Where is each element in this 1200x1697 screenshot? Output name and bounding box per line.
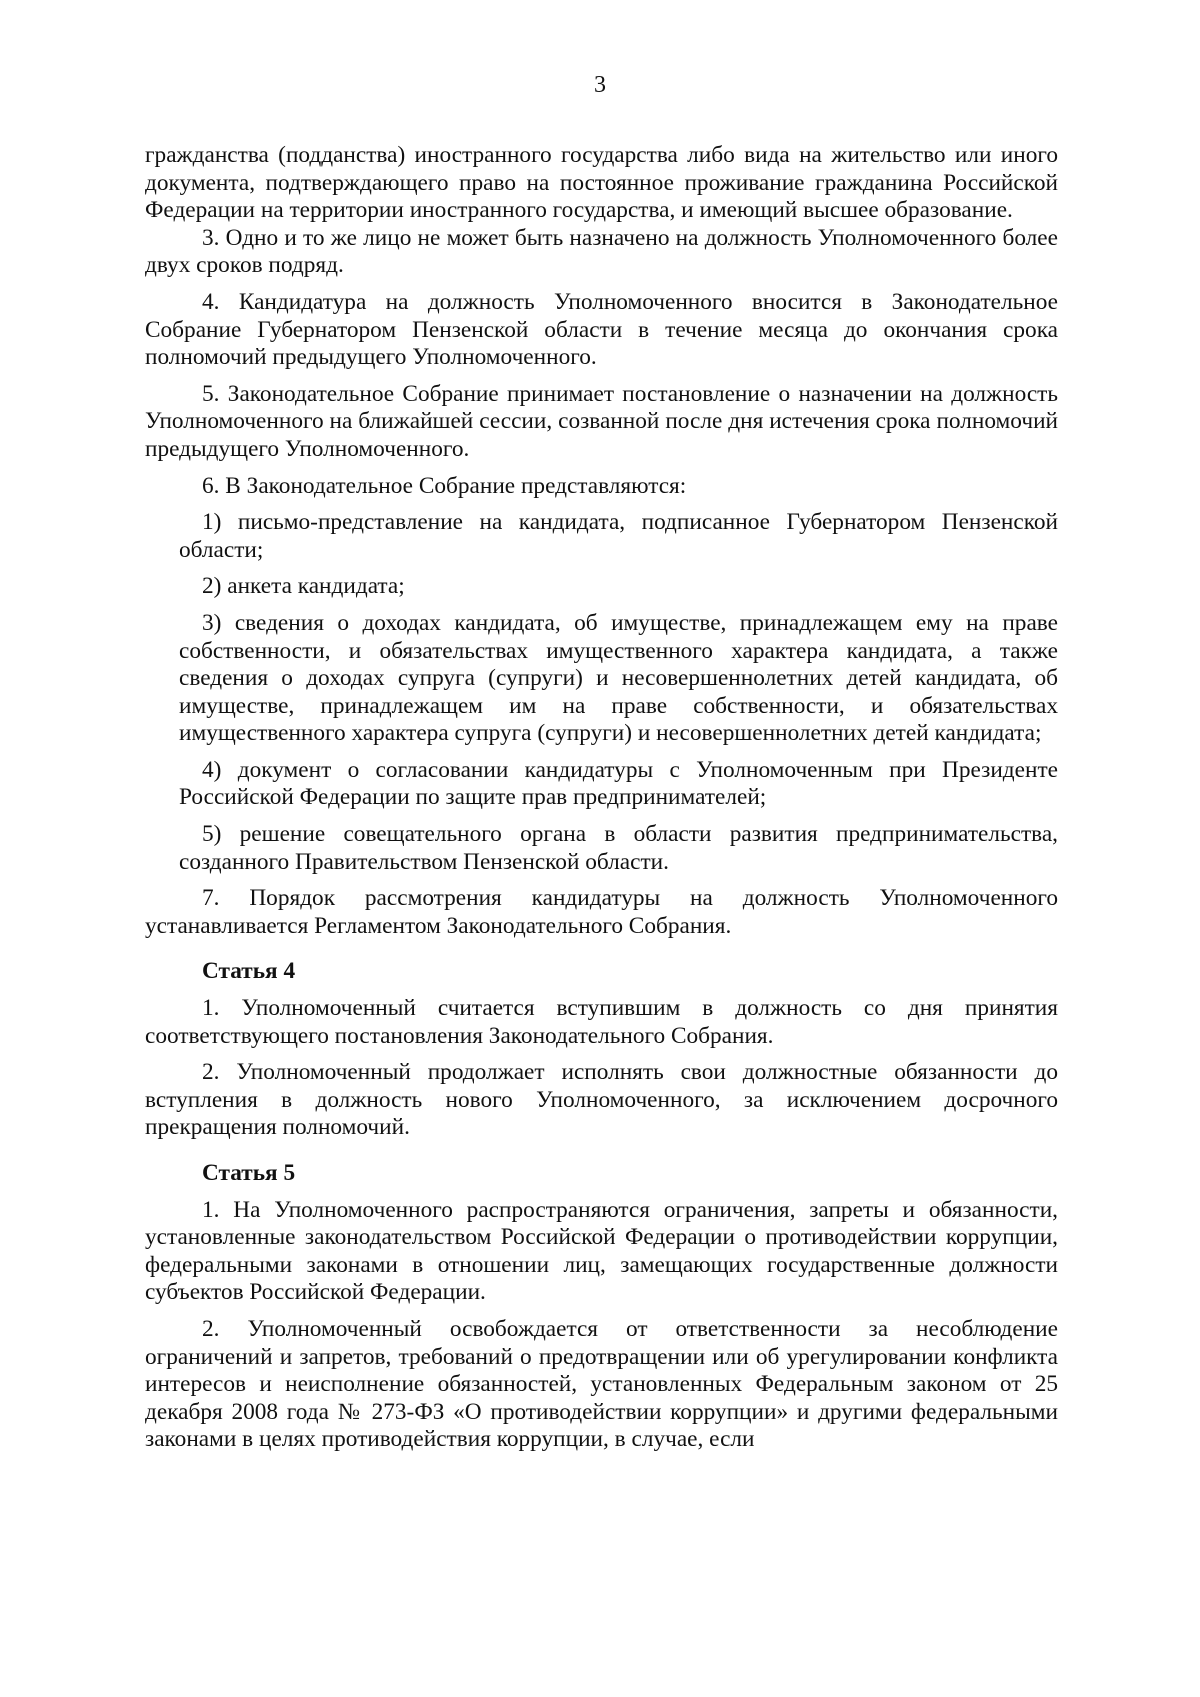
subitem-5: 5) решение совещательного органа в области развития предпринимательства, созданного Правительством Пензенской области. <box>179 821 1058 875</box>
paragraph-item-7: 7. Порядок рассмотрения кандидатуры на должность Уполномоченного устанавливается Регламентом Законодательного Собрания. <box>145 885 1058 939</box>
paragraph-item-6: 6. В Законодательное Собрание представляются: <box>202 472 687 499</box>
subitem-2: 2) анкета кандидата; <box>202 573 405 600</box>
subitem-4: 4) документ о согласовании кандидатуры с Уполномоченным при Президенте Российской Федерации по защите прав предпринимателей; <box>179 756 1058 811</box>
subitem-1: 1) письмо-представление на кандидата, подписанное Губернатором Пензенской области; <box>179 509 1058 563</box>
article-4-heading: Статья 4 <box>202 958 296 985</box>
paragraph-item-4: 4. Кандидатура на должность Уполномоченного вносится в Законодательное Собрание Губернатором Пензенской области в течение месяца до окончания срока полномочий предыдущего Уполномоченного. <box>145 288 1058 371</box>
article-5-item-2: 2. Уполномоченный освобождается от ответственности за несоблюдение ограничений и запретов, требований о предотвращении или об урегулировании конфликта интересов и неисполнение обязанностей, установленных Федеральным законом от 25 декабря 2008 года № 273-ФЗ «О противодействии коррупции» и другими федеральными законами в целях противодействия коррупции, в случае, если <box>145 1315 1058 1453</box>
page-number: 3 <box>594 72 606 98</box>
subitem-3: 3) сведения о доходах кандидата, об имуществе, принадлежащем ему на праве собственности, и обязательствах имущественного характера кандидата, а также сведения о доходах супруга (супруги) и несовершеннолетних детей кандидата, об имуществе, принадлежащем им на праве собственности, и обязательствах имущественного характера супруга (супруги) и несовершеннолетних детей кандидата; <box>179 609 1058 747</box>
article-5-item-1: 1. На Уполномоченного распространяются ограничения, запреты и обязанности, установленные законодательством Российской Федерации о противодействии коррупции, федеральными законами в отношении лиц, замещающих государственные должности субъектов Российской Федерации. <box>145 1196 1058 1306</box>
paragraph-continuation: гражданства (подданства) иностранного государства либо вида на жительство или иного документа, подтверждающего право на постоянное проживание гражданина Российской Федерации на территории иностранного государства, и имеющий высшее образование. <box>145 142 1058 224</box>
paragraph-item-3: 3. Одно и то же лицо не может быть назначено на должность Уполномоченного более двух сроков подряд. <box>145 224 1058 279</box>
document-body <box>145 142 1058 1454</box>
article-5-heading: Статья 5 <box>202 1160 296 1186</box>
paragraph-item-5: 5. Законодательное Собрание принимает постановление о назначении на должность Уполномоченного на ближайшей сессии, созванной после дня истечения срока полномочий предыдущего Уполномоченного. <box>145 380 1058 462</box>
article-4-item-1: 1. Уполномоченный считается вступившим в должность со дня принятия соответствующего постановления Законодательного Собрания. <box>145 995 1058 1049</box>
article-4-item-2: 2. Уполномоченный продолжает исполнять свои должностные обязанности до вступления в должность нового Уполномоченного, за исключением досрочного прекращения полномочий. <box>145 1059 1058 1141</box>
